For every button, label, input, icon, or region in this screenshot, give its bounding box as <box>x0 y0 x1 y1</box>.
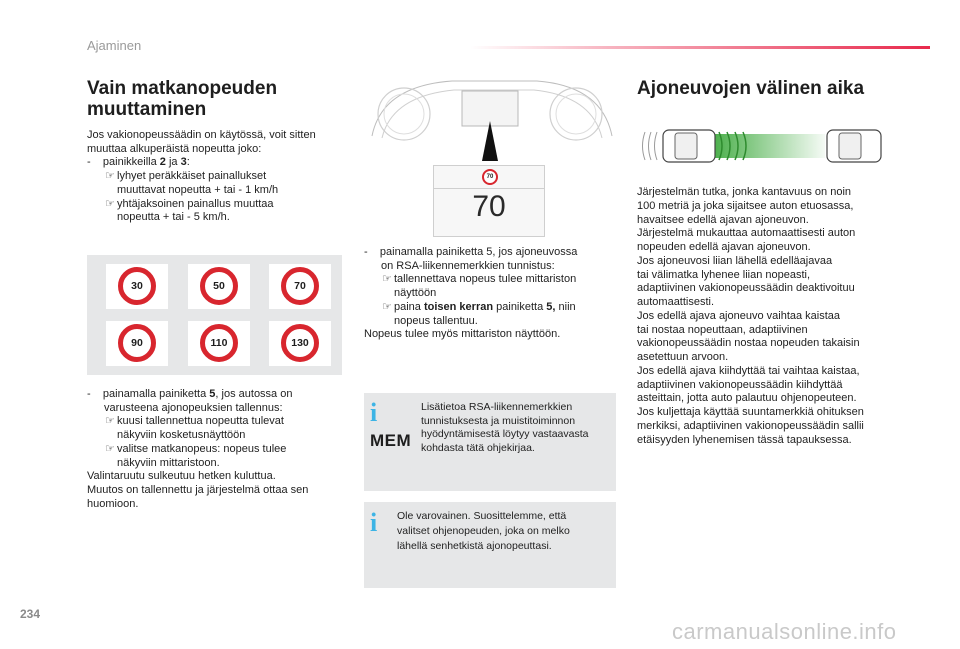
note-line: Lisätietoa RSA-liikennemerkkien <box>421 401 573 413</box>
sub-text: kuusi tallennettua nopeutta tulevat <box>117 415 284 428</box>
speed-limit-sign[interactable]: 70 <box>281 267 319 305</box>
sub-text: nopeus tallentuu. <box>394 314 478 327</box>
pointer-icon: ☞ <box>105 170 115 183</box>
list-item: - painamalla painiketta 5, jos autossa on <box>87 388 293 400</box>
sub-text: painiketta <box>493 300 547 313</box>
middle-list <box>364 246 619 342</box>
list-item-cont <box>364 260 619 274</box>
sub-item <box>87 415 352 429</box>
sub-text: muuttavat nopeutta + tai - 1 km/h <box>117 183 279 196</box>
text-line: tai välimatka lyhenee liian nopeasti, <box>637 268 811 281</box>
sub-item-cont <box>87 211 352 225</box>
text-line: asetettuun arvoon. <box>637 351 729 363</box>
text-line: merkiksi, adaptiivinen vakionopeussäädin sallii <box>637 419 864 432</box>
text-line: automaattisesti. <box>637 296 715 308</box>
display-speed: 70 <box>472 190 506 223</box>
list-text: painamalla painiketta 5, jos ajoneuvossa <box>379 246 578 258</box>
sub-text: lyhyet peräkkäiset painallukset <box>117 170 267 183</box>
sub-item-cont <box>87 429 352 443</box>
list-text: ja <box>165 156 181 169</box>
text-line: Järjestelmän tutka, jonka kantavuus on noin <box>637 186 852 198</box>
sub-text: nopeutta + tai - 5 km/h. <box>117 211 230 224</box>
button-ref: 3 <box>180 156 187 169</box>
speed-limit-sign[interactable]: 90 <box>118 324 156 362</box>
note-line: tunnistuksesta ja muistitoiminnon <box>421 414 576 427</box>
text-line: nopeuden edellä ajavan ajoneuvon. <box>637 241 811 253</box>
sub-item-cont <box>364 315 619 329</box>
sub-text: näkyviin mittaristoon. <box>117 456 220 469</box>
right-heading: Ajoneuvojen välinen aika <box>637 78 865 99</box>
watermark: carmanualsonline.info <box>672 619 897 644</box>
sub-item-cont <box>87 457 352 471</box>
note-line: lähellä senhetkistä ajonopeuttasi. <box>397 540 552 552</box>
radar-drawing <box>637 122 892 170</box>
header-line <box>470 46 930 49</box>
paragraph-line: Muutos on tallennettu ja järjestelmä ottaa sen <box>87 483 309 496</box>
list-item: - painamalla painiketta 5, jos ajoneuvossa <box>364 246 578 258</box>
note-text <box>421 401 611 455</box>
left-second-list <box>87 388 352 511</box>
sub-text: tallennettava nopeus tulee mittariston <box>394 273 577 286</box>
note-line: kohdasta tätä ohjekirjaa. <box>421 441 535 454</box>
text-line: adaptiivinen vakionopeussäädin deaktivoituu <box>637 282 855 295</box>
emphasis: toisen kerran <box>423 300 494 313</box>
sub-item <box>364 301 619 315</box>
sub-item-cont <box>87 184 352 198</box>
sub-text: yhtäjaksoinen painallus muuttaa <box>117 197 274 210</box>
paragraph-line: Nopeus tulee myös mittariston näyttöön. <box>364 328 561 341</box>
sub-text: valitse matkanopeus: nopeus tulee <box>117 442 287 455</box>
info-note-mem <box>364 393 616 491</box>
text-line: Jos edellä ajava kiihdyttää tai vaihtaa kaistaa, <box>637 364 860 377</box>
button-ref: 2 <box>159 156 166 169</box>
speed-limit-sign[interactable]: 50 <box>200 267 238 305</box>
pointer-icon: ☞ <box>105 415 115 428</box>
intro-line: Jos vakionopeussäädin on käytössä, voit sitten <box>87 129 316 141</box>
pointer-icon: ☞ <box>382 273 392 286</box>
info-note-caution <box>364 502 616 588</box>
note-line: Ole varovainen. Suosittelemme, että <box>397 510 567 522</box>
list-text: : <box>186 156 190 169</box>
display-small-sign: 70 <box>482 169 498 185</box>
paragraph-line: Valintaruutu sulkeutuu hetken kuluttua. <box>87 470 276 483</box>
text-line: tai nostaa nopeuttaan, adaptiivinen <box>637 323 808 336</box>
info-icon: i <box>370 508 378 537</box>
pointer-icon: ☞ <box>105 442 115 455</box>
list-text: , jos autossa on <box>215 388 293 400</box>
text-line: havaitsee edellä ajavan ajoneuvon. <box>637 213 809 226</box>
text-line: etäisyyden lyhenemisen tässä tapauksessa. <box>637 433 852 446</box>
right-paragraph <box>637 186 917 447</box>
list-text: painamalla painiketta <box>102 388 210 400</box>
sub-item-cont <box>364 287 619 301</box>
info-icon: i <box>370 398 378 427</box>
list-text: on RSA-liikennemerkkien tunnistus: <box>381 259 555 272</box>
sub-item <box>87 443 352 457</box>
text-line: Jos edellä ajava ajoneuvo vaihtaa kaistaa <box>637 309 841 322</box>
pointer-icon: ☞ <box>105 197 115 210</box>
text-line: adaptiivinen vakionopeussäädin kiihdyttää <box>637 378 843 391</box>
text-line: 100 metriä ja joka sijaitsee auton etuosassa, <box>637 199 854 212</box>
note-text <box>397 509 612 554</box>
button-ref: 5 <box>209 388 216 400</box>
speed-limit-sign[interactable]: 110 <box>200 324 238 362</box>
list-text: varusteena ajonopeuksien tallennus: <box>104 401 283 414</box>
sub-text: näyttöön <box>394 287 437 300</box>
pointer-icon: ☞ <box>382 300 392 313</box>
section-title: Ajaminen <box>87 38 142 53</box>
cluster-display-zoom <box>433 165 545 237</box>
display-divider <box>434 188 544 189</box>
left-intro <box>87 129 352 225</box>
speed-sign-panel <box>87 255 342 375</box>
button-ref: 5, <box>546 300 556 313</box>
sub-item <box>87 170 352 184</box>
sub-text: paina <box>394 300 424 313</box>
list-item-cont <box>87 402 352 416</box>
sub-item <box>87 198 352 212</box>
left-heading-line2: muuttaminen <box>87 99 207 120</box>
page-number: 234 <box>20 607 41 621</box>
sub-text: näkyviin kosketusnäyttöön <box>117 429 246 442</box>
note-line: hyödyntämisestä löytyy vastaavasta <box>421 428 589 440</box>
text-line: vakionopeussäädin nostaa nopeuden takaisin <box>637 337 860 350</box>
mem-badge: MEM <box>370 431 412 450</box>
intro-line: muuttaa alkuperäistä nopeutta joko: <box>87 142 262 155</box>
paragraph-line: huomioon. <box>87 497 139 510</box>
sub-text: niin <box>555 300 576 313</box>
speed-limit-sign[interactable]: 30 <box>118 267 156 305</box>
note-line: valitset ohjenopeuden, joka on melko <box>397 525 570 537</box>
speed-limit-sign[interactable]: 130 <box>281 324 319 362</box>
text-line: asteittain, jotta auto palautuu ohjenopeuteen. <box>637 392 857 405</box>
list-item: - painikkeilla 2 ja 3: <box>87 156 190 169</box>
text-line: Järjestelmä mukauttaa automaattisesti auton <box>637 227 856 240</box>
left-heading <box>87 78 347 120</box>
text-line: Jos ajoneuvosi liian lähellä edelläajavaa <box>637 254 833 267</box>
text-line: Jos kuljettaja käyttää suuntamerkkiä ohituksen <box>637 406 864 418</box>
list-text: painikkeilla <box>102 156 160 169</box>
vehicle-distance-illustration <box>637 122 892 170</box>
left-heading-line1: Vain matkanopeuden <box>87 78 278 99</box>
sub-item <box>364 273 619 287</box>
